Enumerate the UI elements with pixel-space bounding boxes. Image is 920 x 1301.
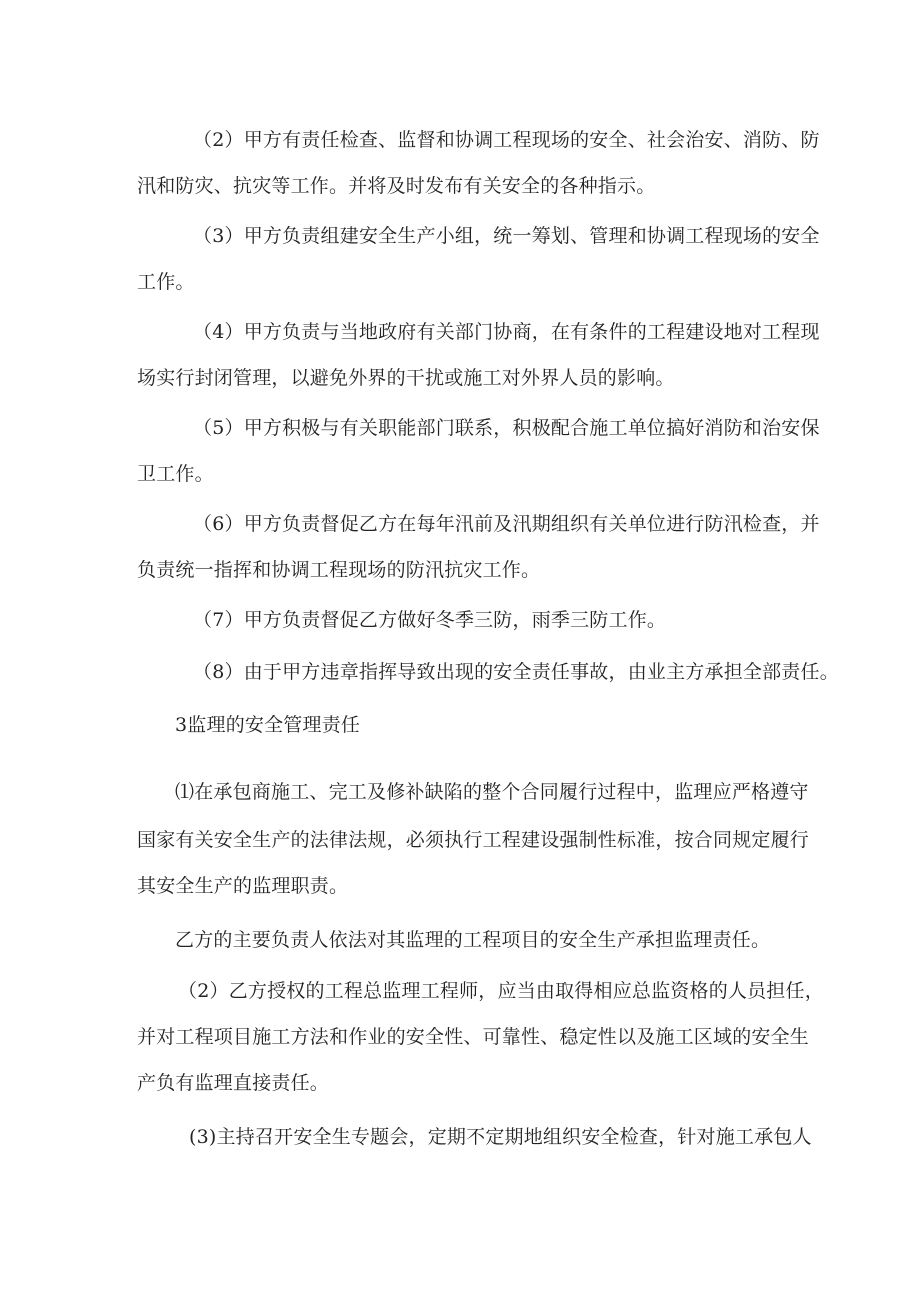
supervision-item-1-line-1: ⑴在承包商施工、完工及修补缺陷的整个合同履行过程中，监理应严格遵守 bbox=[175, 781, 809, 803]
paragraph-5-line-2: 卫工作。 bbox=[137, 463, 214, 485]
paragraph-5-line-1: （5）甲方积极与有关职能部门联系，积极配合施工单位搞好消防和治安保 bbox=[193, 417, 820, 439]
section-heading: 3监理的安全管理责任 bbox=[175, 714, 361, 736]
paragraph-8-line-1: （8）由于甲方违章指挥导致出现的安全责任事故，由业主方承担全部责任。 bbox=[193, 661, 839, 683]
paragraph-3-line-1: （3）甲方负责组建安全生产小组，统一筹划、管理和协调工程现场的安全 bbox=[193, 225, 820, 247]
supervision-item-2-line-3: 产负有监理直接责任。 bbox=[137, 1072, 330, 1094]
supervision-item-1-line-3: 其安全生产的监理职责。 bbox=[137, 875, 349, 897]
paragraph-4-line-2: 场实行封闭管理，以避免外界的干扰或施工对外界人员的影响。 bbox=[137, 367, 675, 389]
paragraph-2-line-1: （2）甲方有责任检查、监督和协调工程现场的安全、社会治安、消防、防 bbox=[193, 129, 820, 151]
paragraph-3-line-2: 工作。 bbox=[137, 271, 195, 293]
supervision-item-3-line-1: (3)主持召开安全生专题会，定期不定期地组织安全检查，针对施工承包人 bbox=[189, 1126, 812, 1148]
paragraph-2-line-2: 汛和防灾、抗灾等工作。并将及时发布有关安全的各种指示。 bbox=[137, 175, 656, 197]
paragraph-4-line-1: （4）甲方负责与当地政府有关部门协商，在有条件的工程建设地对工程现 bbox=[193, 321, 820, 343]
supervision-item-2-line-2: 并对工程项目施工方法和作业的安全性、可靠性、稳定性以及施工区域的安全生 bbox=[137, 1026, 810, 1048]
supervision-item-1-line-2: 国家有关安全生产的法律法规，必须执行工程建设强制性标准，按合同规定履行 bbox=[137, 829, 810, 851]
supervision-item-2-line-1: （2）乙方授权的工程总监理工程师，应当由取得相应总监资格的人员担任， bbox=[178, 980, 824, 1002]
supervision-responsibility-paragraph: 乙方的主要负责人依法对其监理的工程项目的安全生产承担监理责任。 bbox=[175, 929, 771, 951]
paragraph-6-line-1: （6）甲方负责督促乙方在每年汛前及汛期组织有关单位进行防汛检查，并 bbox=[193, 513, 820, 535]
paragraph-7-line-1: （7）甲方负责督促乙方做好冬季三防，雨季三防工作。 bbox=[193, 609, 667, 631]
paragraph-6-line-2: 负责统一指挥和协调工程现场的防汛抗灾工作。 bbox=[137, 559, 541, 581]
